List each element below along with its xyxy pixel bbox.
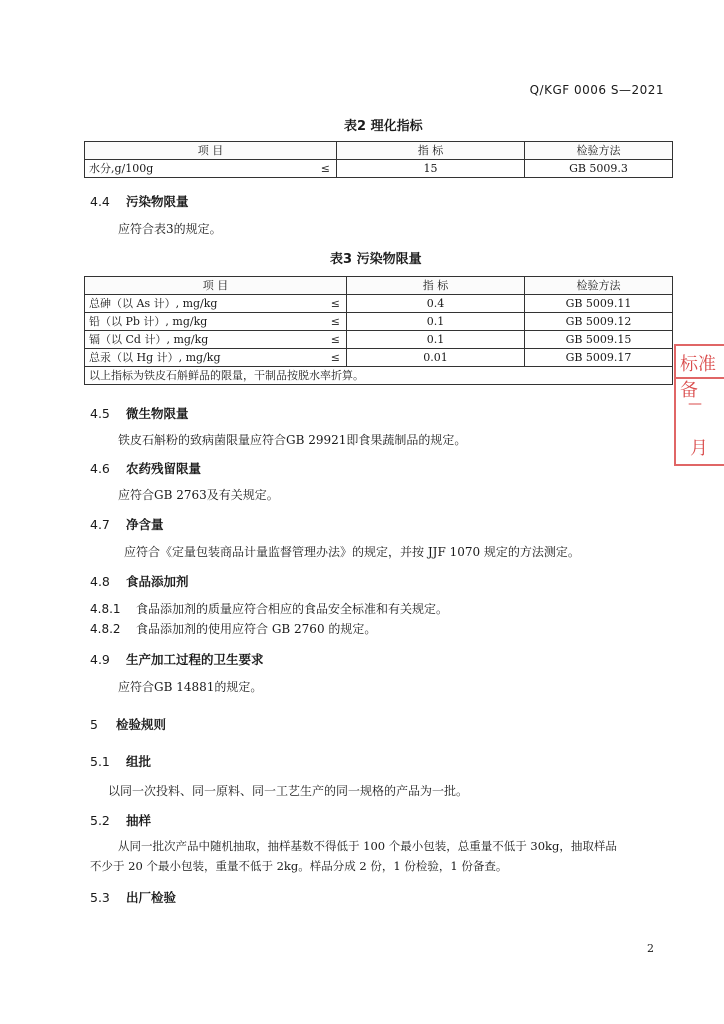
table-row: [85, 331, 673, 349]
row-method: GB 5009.12: [525, 313, 673, 331]
section-5-1-text: 以同一次投料、同一原料、同一工艺生产的同一规格的产品为一批。: [108, 784, 469, 798]
section-number: 5.1: [90, 754, 110, 769]
section-4-4-heading: [90, 192, 189, 210]
row-method: GB 5009.15: [525, 331, 673, 349]
row-symbol: ≤: [320, 162, 330, 175]
row-symbol: ≤: [330, 297, 340, 310]
row-item-label: 总砷（以 As 计）, mg/kg: [89, 297, 218, 310]
section-5-2-text-line1: 从同一批次产品中随机抽取，抽样基数不得低于 100 个最小包装，总重量不低于 30kg，抽取样品: [118, 839, 617, 853]
section-4-7-heading: [90, 515, 164, 533]
section-4-5-heading: [90, 404, 189, 422]
section-4-7-text: 应符合《定量包装商品计量监督管理办法》的规定，并按 JJF 1070 规定的方法测定。: [124, 545, 580, 559]
stamp-text-1: 标准备: [680, 354, 716, 401]
row-symbol: ≤: [330, 351, 340, 364]
section-title: 微生物限量: [126, 406, 189, 421]
header-item: 项 目: [85, 277, 347, 295]
row-item: [85, 295, 347, 313]
stamp-text-2: —: [688, 396, 702, 412]
section-number: 5.2: [90, 813, 110, 828]
row-value: 0.01: [347, 349, 525, 367]
row-item-label: 铅（以 Pb 计）, mg/kg: [89, 315, 208, 328]
row-item-label: 总汞（以 Hg 计）, mg/kg: [89, 351, 221, 364]
section-title: 食品添加剂: [126, 574, 189, 589]
row-item-label: 镉（以 Cd 计）, mg/kg: [89, 333, 209, 346]
section-title: 检验规则: [116, 717, 167, 732]
section-4-5-text: 铁皮石斛粉的致病菌限量应符合GB 29921即食果蔬制品的规定。: [118, 433, 467, 447]
sub-text: 食品添加剂的质量应符合相应的食品安全标准和有关规定。: [136, 602, 449, 616]
row-method: GB 5009.17: [525, 349, 673, 367]
row-value: 0.1: [347, 331, 525, 349]
document-number: Q/KGF 0006 S—2021: [529, 83, 664, 97]
stamp-line: [676, 464, 724, 466]
table-note: 以上指标为铁皮石斛鲜品的限量，干制品按脱水率折算。: [85, 367, 673, 385]
section-title: 组批: [126, 754, 152, 769]
section-title: 出厂检验: [126, 890, 177, 905]
row-item-label: 水分,g/100g: [89, 162, 154, 175]
table-note-row: [85, 367, 673, 385]
stamp-text-3: 月: [690, 438, 708, 459]
section-title: 生产加工过程的卫生要求: [126, 652, 264, 667]
row-item: [85, 313, 347, 331]
section-4-8-2: [90, 620, 376, 637]
header-method: 检验方法: [525, 142, 673, 160]
table-row: [85, 313, 673, 331]
header-value: 指 标: [337, 142, 525, 160]
sub-number: 4.8.1: [90, 602, 121, 616]
section-5-3-heading: [90, 888, 176, 906]
section-5-1-heading: [90, 752, 151, 770]
row-value: 0.1: [347, 313, 525, 331]
section-title: 净含量: [126, 517, 164, 532]
table-header-row: [85, 142, 673, 160]
row-method: GB 5009.11: [525, 295, 673, 313]
table-row: [85, 349, 673, 367]
section-4-6-heading: [90, 459, 201, 477]
row-symbol: ≤: [330, 333, 340, 346]
section-number: 4.5: [90, 406, 110, 421]
section-number: 5.3: [90, 890, 110, 905]
section-number: 4.8: [90, 574, 110, 589]
header-value: 指 标: [347, 277, 525, 295]
section-title: 污染物限量: [126, 194, 189, 209]
header-item: 项 目: [85, 142, 337, 160]
section-number: 4.7: [90, 517, 110, 532]
row-value: 0.4: [347, 295, 525, 313]
row-item: [85, 160, 337, 178]
table3: [84, 276, 673, 385]
table2-caption: 表2 理化指标: [344, 119, 423, 134]
section-5-heading: [90, 715, 166, 733]
section-number: 4.4: [90, 194, 110, 209]
sub-text: 食品添加剂的使用应符合 GB 2760 的规定。: [136, 622, 377, 636]
page-number: 2: [647, 942, 654, 955]
sub-number: 4.8.2: [90, 622, 121, 636]
header-method: 检验方法: [525, 277, 673, 295]
section-number: 4.9: [90, 652, 110, 667]
row-method: GB 5009.3: [525, 160, 673, 178]
table-row: [85, 160, 673, 178]
section-4-9-text: 应符合GB 14881的规定。: [118, 680, 263, 694]
filing-stamp: [674, 344, 724, 466]
table-row: [85, 295, 673, 313]
section-4-8-heading: [90, 572, 189, 590]
section-number: 5: [90, 717, 98, 732]
section-4-8-1: [90, 600, 448, 617]
table3-caption: 表3 污染物限量: [330, 252, 422, 267]
section-number: 4.6: [90, 461, 110, 476]
row-value: 15: [337, 160, 525, 178]
section-5-2-text-line2: 不少于 20 个最小包装，重量不低于 2kg。样品分成 2 份，1 份检验，1 份备查。: [90, 859, 508, 873]
section-4-9-heading: [90, 650, 264, 668]
row-symbol: ≤: [330, 315, 340, 328]
section-5-2-heading: [90, 811, 151, 829]
row-item: [85, 331, 347, 349]
table-header-row: [85, 277, 673, 295]
section-4-4-text: 应符合表3的规定。: [118, 222, 222, 236]
table2: [84, 141, 673, 178]
section-title: 农药残留限量: [126, 461, 202, 476]
section-4-6-text: 应符合GB 2763及有关规定。: [118, 488, 279, 502]
section-title: 抽样: [126, 813, 152, 828]
row-item: [85, 349, 347, 367]
